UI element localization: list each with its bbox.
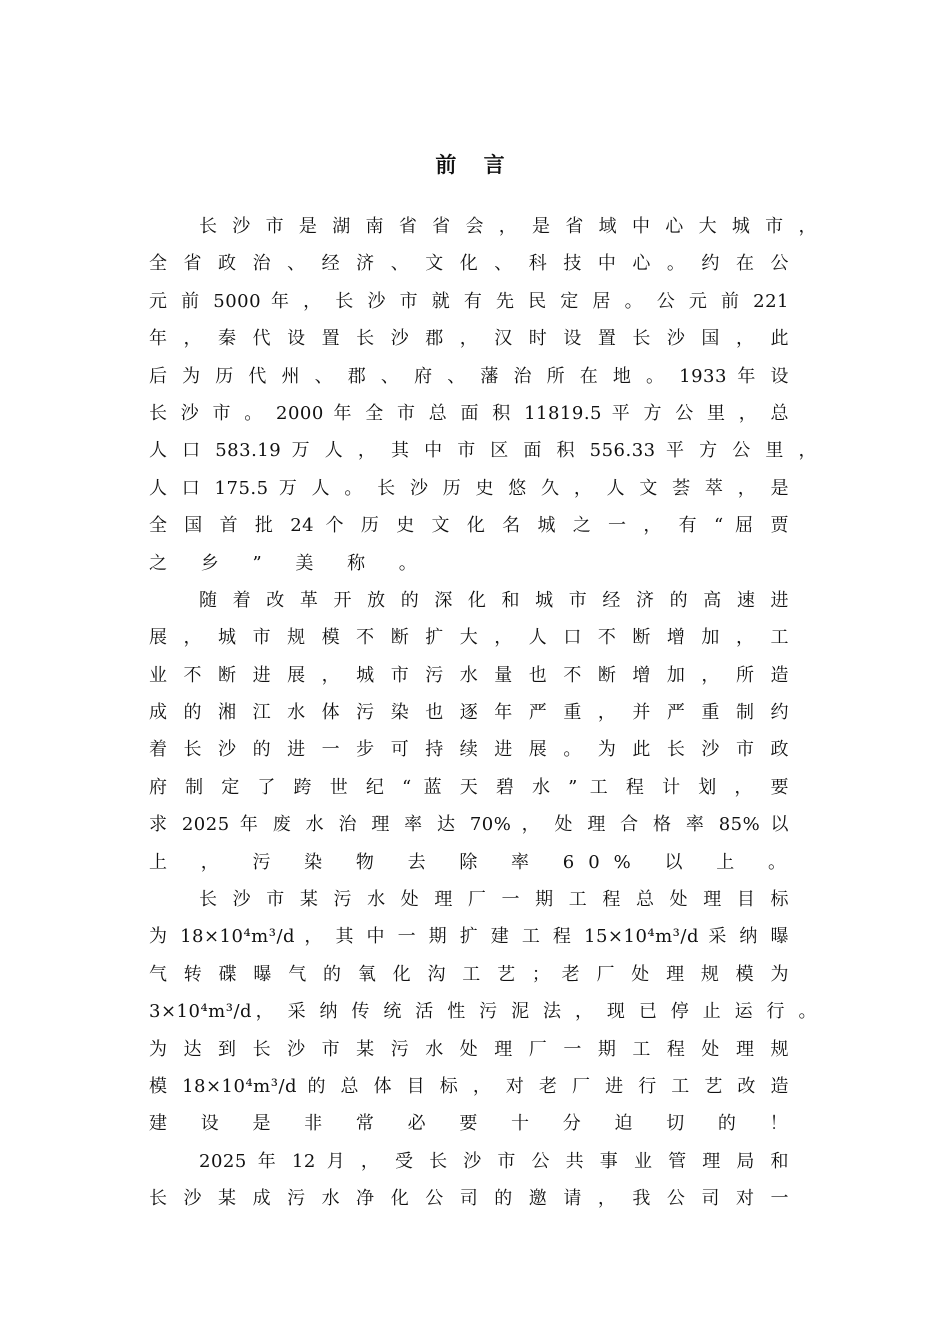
text-line: 长 沙 市 。 2000 年 全 市 总 面 积 11819.5 平 方 公 里 ， 总 [149,402,789,424]
text-line: 府 制 定 了 跨 世 纪 “ 蓝 天 碧 水 ” 工 程 计 划 ， 要 [149,776,789,798]
text-line: 上 ， 污 染 物 去 除 率 60% 以 上 。 [149,851,800,873]
text-line: 2025 年 12 月 ， 受 长 沙 市 公 共 事 业 管 理 局 和 [199,1150,789,1172]
text-line: 全 省 政 治 、 经 济 、 文 化 、 科 技 中 心 。 约 在 公 [149,253,789,275]
text-line: 年 ， 秦 代 设 置 长 沙 郡 ， 汉 时 设 置 长 沙 国 ， 此 [149,328,789,350]
text-line: 成 的 湘 江 水 体 污 染 也 逐 年 严 重 ， 并 严 重 制 约 [149,702,789,724]
text-line: 长 沙 某 成 污 水 净 化 公 司 的 邀 请 ， 我 公 司 对 一 [149,1188,789,1210]
text-line: 人 口 583.19 万 人 ， 其 中 市 区 面 积 556.33 平 方 公 里 ， [149,440,817,462]
text-line: 长 沙 市 是 湖 南 省 省 会 ， 是 省 域 中 心 大 城 市 ， [199,216,817,237]
text-line: 为 18×10⁴m³/d ， 其 中 一 期 扩 建 工 程 15×10⁴m³/d 采 纳 曝 [149,926,789,948]
text-line: 后 为 历 代 州 、 郡 、 府 、 藩 治 所 在 地 。 1933 年 设 [149,365,790,387]
text-line: 人 口 175.5 万 人 。 长 沙 历 史 悠 久 ， 人 文 荟 萃 ， 是 [149,477,789,499]
page-title: 前 言 [435,153,515,177]
text-line: 模 18×10⁴m³/d 的 总 体 目 标 ， 对 老 厂 进 行 工 艺 改 造 [149,1075,789,1097]
text-line: 展 ， 城 市 规 模 不 断 扩 大 ， 人 口 不 断 增 加 ， 工 [149,627,789,649]
text-line: 之 乡 ” 美 称 。 [149,552,431,574]
text-line: 着 长 沙 的 进 一 步 可 持 续 进 展 。 为 此 长 沙 市 政 [149,739,789,761]
text-line: 3×10⁴m³/d， 采 纳 传 统 活 性 污 泥 法 ， 现 已 停 止 运 行 。 [149,1001,817,1023]
text-line: 长 沙 市 某 污 水 处 理 厂 一 期 工 程 总 处 理 目 标 [199,889,789,911]
text-line: 随 着 改 革 开 放 的 深 化 和 城 市 经 济 的 高 速 进 [199,589,789,611]
text-line: 业 不 断 进 展 ， 城 市 污 水 量 也 不 断 增 加 ， 所 造 [149,664,789,686]
text-line: 气 转 碟 曝 气 的 氧 化 沟 工 艺 ； 老 厂 处 理 规 模 为 [149,963,789,985]
text-line: 元 前 5000 年 ， 长 沙 市 就 有 先 民 定 居 。 公 元 前 221 [149,290,789,312]
text-line: 建 设 是 非 常 必 要 十 分 迫 切 的 ！ [149,1113,802,1135]
text-line: 为 达 到 长 沙 市 某 污 水 处 理 厂 一 期 工 程 处 理 规 [149,1038,789,1060]
body-text [149,208,817,1218]
text-line: 求 2025 年 废 水 治 理 率 达 70% ， 处 理 合 格 率 85% 以 [149,814,789,836]
text-line: 全 国 首 批 24 个 历 史 文 化 名 城 之 一 ， 有 “ 屈 贾 [149,515,789,537]
